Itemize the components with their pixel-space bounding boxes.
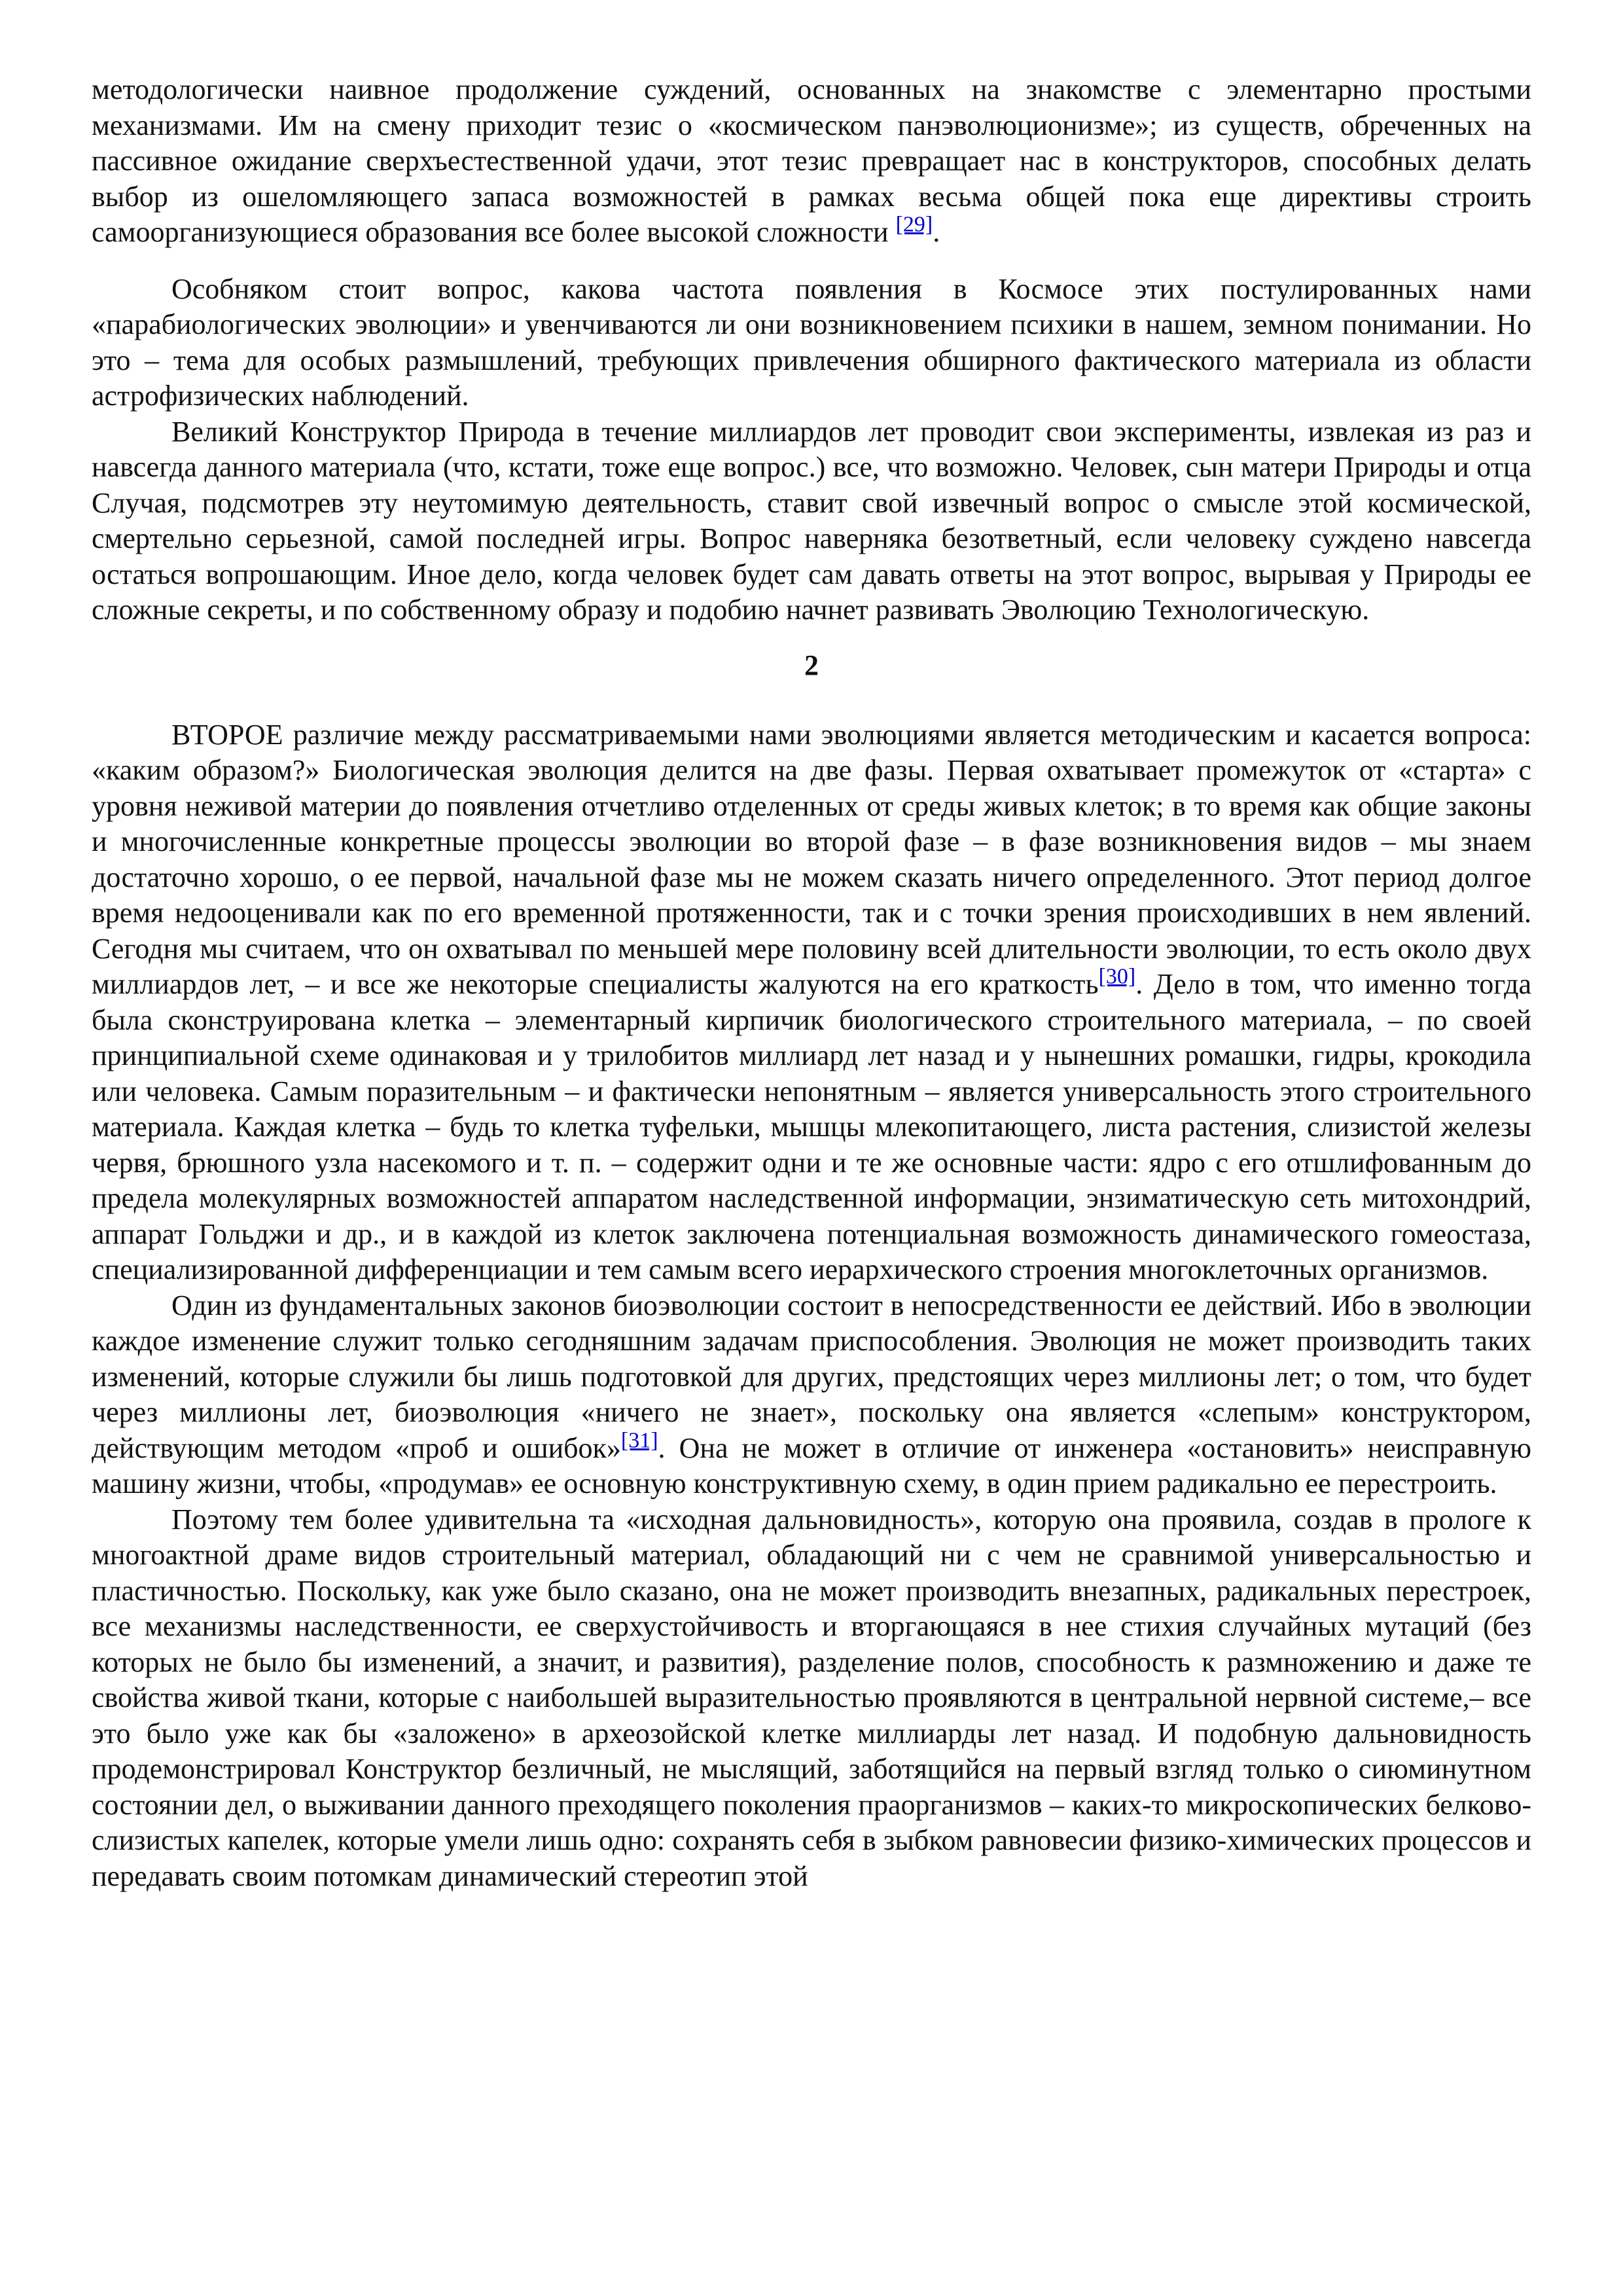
footnote-link-31[interactable]: [31] [620,1427,658,1452]
section-number: 2 [804,649,819,681]
footnote-link-30[interactable]: [30] [1098,964,1136,989]
paragraph-continuation [92,72,1531,251]
paragraph-text-end: . Она не может в отличие от инженера «остановить» неисправную машину жизни, чтобы, «продумав» ее основную конструктивную схему, в один прием радикально ее перестроить. [92,1431,1532,1499]
paragraph-cosmos-frequency: Особняком стоит вопрос, какова частота появления в Космосе этих постулированных нами «парабиологических эволюции» и увенчиваются ли они возникновением психики в нашем, земном понимании. Но это – тема для особых размышлений, требующих привлечения обширного фактического материала из области астрофизических наблюдений. [92,272,1531,412]
paragraph-text: методологически наивное продолжение суждений, основанных на знакомстве с элементарно простыми механизмами. Им на смену приходит тезис о «космическом панэволюционизме»; из существ, обреченных на пассивное ожидание сверхъестественной удачи, этот тезис превращает нас в конструкторов, способных делать выбор из ошеломляющего запаса возможностей в рамках весьма общей пока еще директивы строить самоорганизующиеся образования все более высокой сложности [92,73,1531,248]
paragraph-text: ВТОРОЕ различие между рассматриваемыми нами эволюциями является методическим и касается вопроса: «каким образом?» Биологическая эволюция делится на две фазы. Первая охватывает промежуток от «старта» с уровня неживой материи до появления отчетливо отделенных от среды живых клеток; в то время как общие законы и многочисленные конкретные процессы эволюции во второй фазе – в фазе возникновения видов – мы знаем достаточно хорошо, о ее первой, начальной фазе мы не можем сказать ничего определенного. Этот период долгое время недооценивали как по его временной протяженности, так и с точки зрения происходивших в нем явлений. Сегодня мы считаем, что он охватывал по меньшей мере половину всей длительности эволюции, то есть около двух миллиардов лет, – и все же некоторые специалисты жалуются на его краткость [92,718,1531,1000]
paragraph-second-difference [92,717,1531,1288]
paragraph-text-end: . Дело в том, что именно тогда была сконструирована клетка – элементарный кирпичик биологического строительного материала, – по своей принципиальной схеме одинаковая и у трилобитов миллиард лет назад и у нынешних ромашки, гидры, крокодила или человека. Самым поразительным – и фактически непонятным – является универсальность этого строительного материала. Каждая клетка – будь то клетка туфельки, мышцы млекопитающего, листа растения, слизистой железы червя, брюшного узла насекомого и т. п. – содержит одни и те же основные части: ядро с его отшлифованным до предела молекулярных возможностей аппаратом наследственной информации, энзиматическую сеть митохондрий, аппарат Гольджи и др., и в каждой из клеток заключена потенциальная возможность динамического гомеостаза, специализированной дифференциации и тем самым всего иерархического строения многоклеточных организмов. [92,968,1531,1285]
paragraph-great-constructor: Великий Конструктор Природа в течение миллиардов лет проводит свои эксперименты, извлекая из раз и навсегда данного материала (что, кстати, тоже еще вопрос.) все, что возможно. Человек, сын матери Природы и отца Случая, подсмотрев эту неутомимую деятельность, ставит свой извечный вопрос о смысле этой космической, смертельно серьезной, самой последней игры. Вопрос наверняка безответный, если человеку суждено навсегда остаться вопрошающим. Иное дело, когда человек будет сам давать ответы на этот вопрос, вырывая у Природы ее сложные секреты, и по собственному образу и подобию начнет развивать Эволюцию Технологическую. [92,415,1531,626]
document-page [92,72,1531,1894]
paragraph-text: Один из фундаментальных законов биоэволюции состоит в непосредственности ее действий. Ибо в эволюции каждое изменение служит только сегодняшним задачам приспособления. Эволюция не может производить таких изменений, которые служили бы лишь подготовкой для других, предстоящих через миллионы лет; о том, что будет через миллионы лет, биоэволюция «ничего не знает», поскольку она является «слепым» конструктором, действующим методом «проб и ошибок» [92,1289,1531,1464]
paragraph-initial-foresight: Поэтому тем более удивительна та «исходная дальновидность», которую она проявила, создав в прологе к многоактной драме видов строительный материал, обладающий ни с чем не сравнимой универсальностью и пластичностью. Поскольку, как уже было сказано, она не может производить внезапных, радикальных перестроек, все механизмы наследственности, ее сверхустойчивость и вторгающаяся в нее стихия случайных мутаций (без которых не было бы изменений, а значит, и развития), разделение полов, способность к размножению и даже те свойства живой ткани, которые с наибольшей выразительностью проявляются в центральной нервной системе,– все это было уже как бы «заложено» в археозойской клетке миллиарды лет назад. И подобную дальновидность продемонстрировал Конструктор безличный, не мыслящий, заботящийся на первый взгляд только о сиюминутном состоянии дел, о выживании данного преходящего поколения праорганизмов – каких-то микроскопических белково-слизистых капелек, которые умели лишь одно: сохранять себя в зыбком равновесии физико-химических процессов и передавать своим потомкам динамический стереотип этой [92,1503,1531,1892]
paragraph-text-end: . [933,216,940,248]
footnote-link-29[interactable]: [29] [895,212,933,237]
paragraph-fundamental-law [92,1288,1531,1502]
